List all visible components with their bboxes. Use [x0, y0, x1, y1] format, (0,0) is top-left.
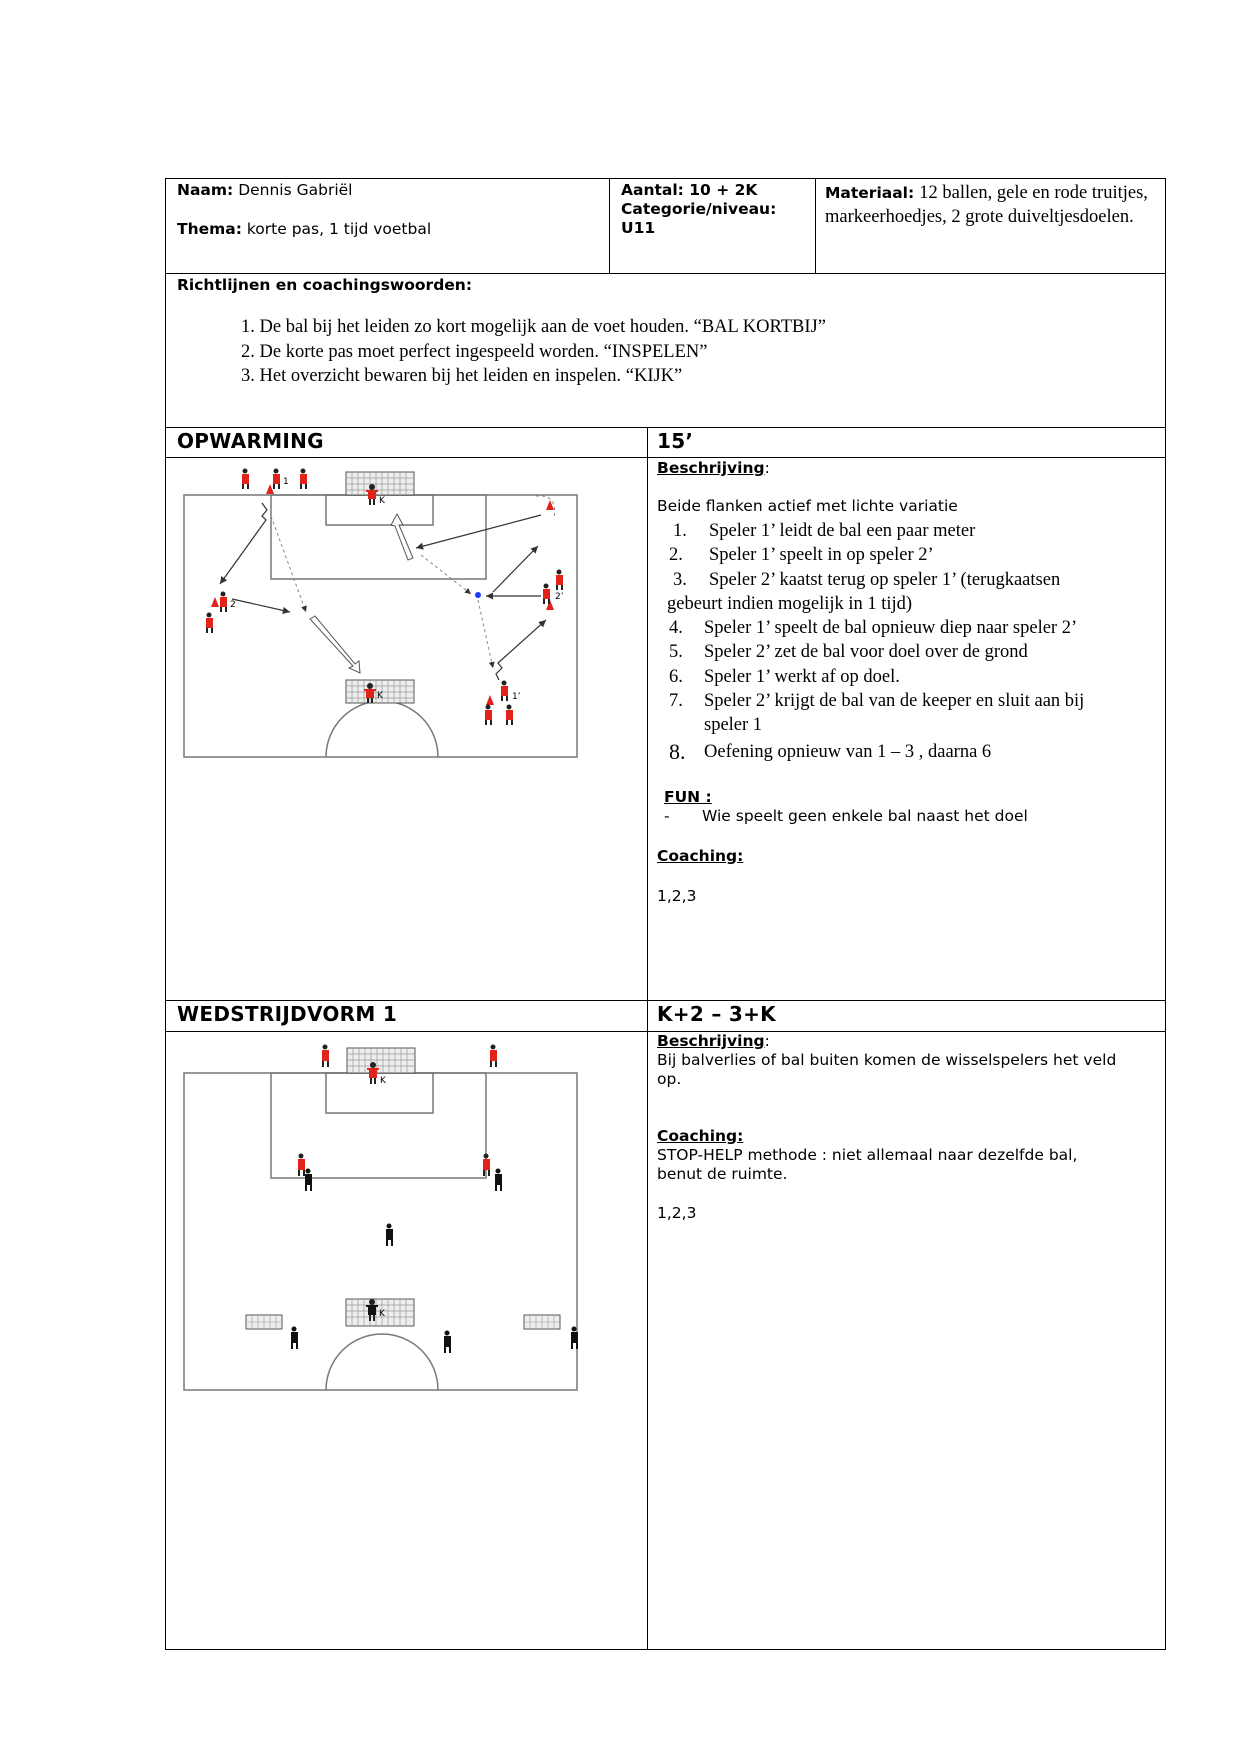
coaching-label: Coaching: — [657, 847, 744, 865]
opwarming-description — [657, 459, 1157, 516]
opwarming-duration: 15’ — [657, 429, 694, 453]
divider — [647, 427, 648, 1650]
colon: : — [764, 459, 770, 477]
fun-text: Wie speelt geen enkele bal naast het doel — [702, 807, 1028, 825]
naam-label: Naam: — [177, 181, 234, 199]
step-text: Oefening opnieuw van 1 – 3 , daarna 6 — [704, 741, 992, 762]
red-player — [322, 1045, 329, 1068]
naam-value: Dennis Gabriël — [238, 181, 353, 199]
coaching-label: Coaching: — [657, 1127, 744, 1145]
red-player — [273, 469, 280, 490]
step-text: Speler 1’ speelt de bal opnieuw diep naar speler 2’ — [704, 618, 1078, 639]
step-text: speler 1 — [704, 715, 763, 736]
player-label-2: 2 — [230, 600, 236, 610]
session-sheet — [165, 178, 1166, 1650]
naam-row — [177, 181, 597, 200]
step-number: 7. — [669, 691, 683, 712]
player-label-1-prime: 1’ — [512, 692, 521, 702]
fun-dash: - — [664, 807, 670, 825]
step-number: 3. — [673, 569, 687, 590]
guideline-item: 1. De bal bij het leiden zo kort mogelijk aan de voet houden. “BAL KORTBIJ” — [241, 317, 826, 337]
beschrijving-label: Beschrijving — [657, 459, 765, 477]
guidelines-list — [241, 315, 1141, 389]
wedstrijdvorm-field-diagram — [166, 1031, 646, 1431]
wedstrijdvorm-format: K+2 – 3+K — [657, 1002, 776, 1026]
keeper-label: K — [379, 1309, 385, 1319]
opwarming-title: OPWARMING — [177, 429, 324, 453]
opwarming-steps — [663, 519, 1158, 764]
fun-block — [664, 788, 1154, 826]
divider — [815, 179, 816, 273]
step-number: 4. — [669, 618, 683, 639]
beschrijving-label: Beschrijving — [657, 1032, 765, 1050]
fun-label: FUN : — [664, 788, 712, 806]
top-goal — [346, 472, 414, 495]
divider — [166, 1000, 1165, 1001]
aantal-cell — [621, 181, 811, 238]
opwarming-coaching-label — [657, 847, 743, 866]
small-goal-left — [246, 1315, 282, 1329]
beschrijving-text: Bij balverlies of bal buiten komen de wisselspelers het veld op. — [657, 1051, 1117, 1088]
step-number: 5. — [669, 642, 683, 663]
small-goal-right — [524, 1315, 560, 1329]
step-number: 2. — [669, 545, 683, 566]
step-text: Speler 2’ zet de bal voor doel over de grond — [704, 642, 1028, 663]
red-player — [490, 1045, 497, 1068]
aantal-text: Aantal: 10 + 2K — [621, 181, 758, 199]
colon: : — [764, 1032, 770, 1050]
step-number: 1. — [673, 521, 687, 541]
cone — [266, 484, 274, 494]
niveau-value: U11 — [621, 219, 656, 237]
thema-value: korte pas, 1 tijd voetbal — [246, 220, 432, 238]
red-player — [242, 469, 249, 490]
thema-row — [177, 220, 597, 239]
ball-icon — [475, 592, 481, 598]
coaching-text: STOP-HELP methode : niet allemaal naar dezelfde bal, benut de ruimte. — [657, 1146, 1078, 1183]
materiaal-label: Materiaal: — [825, 184, 915, 202]
keeper-label: K — [380, 1076, 386, 1086]
step-text: Speler 1’ werkt af op doel. — [704, 666, 900, 687]
divider — [166, 427, 1165, 428]
guideline-item: 3. Het overzicht bewaren bij het leiden en inspelen. “KIJK” — [241, 366, 683, 386]
wedstrijdvorm-description — [657, 1032, 1157, 1223]
materiaal-cell — [825, 181, 1155, 229]
keeper-label: K — [379, 496, 385, 506]
step-text: gebeurt indien mogelijk in 1 tijd) — [667, 593, 913, 614]
divider — [166, 273, 1165, 274]
divider — [609, 179, 610, 273]
step-text: Speler 2’ krijgt de bal van de keeper en sluit aan bij — [704, 691, 1085, 712]
step-text: Speler 1’ leidt de bal een paar meter — [709, 521, 976, 541]
coaching-points: 1,2,3 — [657, 1204, 697, 1222]
categorie-label: Categorie/niveau: — [621, 200, 777, 218]
wedstrijdvorm-title: WEDSTRIJDVORM 1 — [177, 1002, 398, 1026]
thema-label: Thema: — [177, 220, 242, 238]
step-text: Speler 2’ kaatst terug op speler 1’ (terugkaatsen — [709, 569, 1061, 590]
top-goal — [347, 1048, 415, 1073]
opwarming-field-diagram — [166, 458, 646, 758]
player-label-1: 1 — [283, 477, 289, 487]
step-text: Speler 1’ speelt in op speler 2’ — [709, 545, 934, 566]
step-number: 6. — [669, 666, 683, 687]
keeper-label: K — [377, 691, 383, 701]
red-player — [300, 469, 307, 490]
guideline-item: 2. De korte pas moet perfect ingespeeld worden. “INSPELEN” — [241, 341, 708, 362]
opwarming-coaching-text: 1,2,3 — [657, 887, 697, 905]
step-number: 8. — [669, 738, 686, 764]
materiaal-value: 12 ballen, gele en rode truitjes, markeerhoedjes, 2 grote duiveltjesdoelen. — [825, 183, 1148, 227]
player-label-2-prime: 2’ — [555, 592, 564, 602]
guidelines-title: Richtlijnen en coachingswoorden: — [177, 276, 473, 294]
player-group-top-left — [242, 469, 307, 490]
opwarming-intro: Beide flanken actief met lichte variatie — [657, 497, 958, 515]
